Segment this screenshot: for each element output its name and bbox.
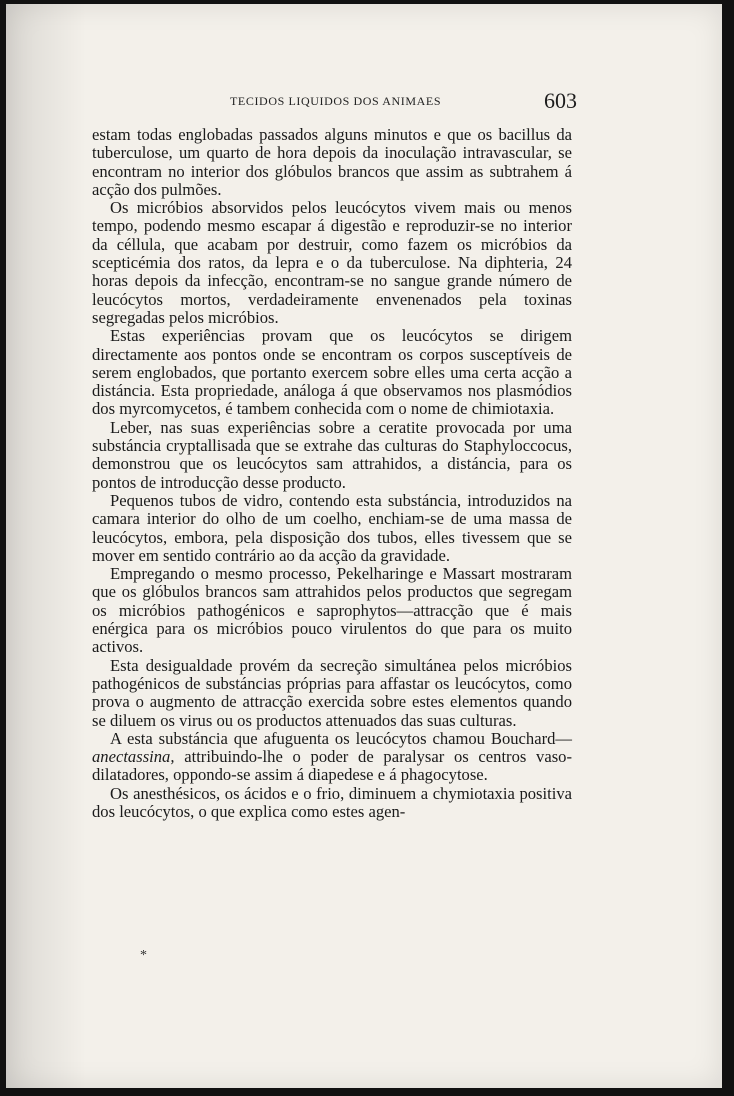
paragraph: estam todas englobadas passados alguns minutos e que os bacillus da tuberculose, um quarto de hora depois da inoculação intravascular, se encontram no interior dos glóbulos brancos que assim as subtrahem á acção dos pulmões.: [92, 125, 572, 199]
paragraph-text: A esta substáncia que afuguenta os leucócytos chamou Bouchard—: [110, 728, 572, 748]
paragraph: Empregando o mesmo processo, Pekelharinge e Massart mostraram que os glóbulos brancos sam attrahidos pelos productos que segregam os micróbios pathogénicos e saprophytos—attracção que é mais enérgica para os micróbios pouco virulentos do que para os muito activos.: [92, 564, 572, 657]
paragraph: [92, 730, 572, 785]
paragraph: Estas experiências provam que os leucócytos se dirigem directamente aos pontos onde se encontram os corpos susceptíveis de serem englobados, que portanto exercem sobre elles uma certa acção a distáncia. Esta propriedade, análoga á que observamos nos plasmódios dos myrcomycetos, é tambem conhecida com o nome de chimiotaxia.: [92, 326, 572, 419]
body-text: [92, 126, 572, 821]
page-number: 603: [544, 88, 577, 113]
paragraph-text: attribuindo-lhe o poder de paralysar os centros vaso-dilatadores, oppondo-se assim á diapedese e á phagocytose.: [92, 747, 572, 785]
paragraph: Os micróbios absorvidos pelos leucócytos vivem mais ou menos tempo, podendo mesmo escapar á digestão e reproduzir-se no interior da céllula, que acabam por destruir, como fazem os micróbios da scepticémia dos ratos, da lepra e o da tuberculose. Na diphteria, 24 horas depois da infecção, encontram-se no sangue grande número de leucócytos mortos, verdadeiramente envenenados pela toxinas segregadas pelos micróbios.: [92, 198, 572, 327]
book-page: [6, 4, 722, 1088]
paragraph: Esta desigualdade provém da secreção simultánea pelos micróbios pathogénicos de substáncias próprias para affastar os leucócytos, como prova o augmento de attracção exercida sobre estes elementos quando se diluem os virus ou os productos attenuados das suas culturas.: [92, 655, 572, 730]
paragraph: Leber, nas suas experiências sobre a ceratite provocada por uma substáncia cryptallisada que se extrahe das culturas do Staphyloccocus, demonstrou que os leucócytos sam attrahidos, a distáncia, para os pontos de introducção desse producto.: [92, 417, 572, 492]
signature-mark: *: [140, 948, 147, 963]
paragraph: Pequenos tubos de vidro, contendo esta substáncia, introduzidos na camara interior do olho de um coelho, enchiam-se de uma massa de leucócytos, embora, pela disposição dos tubos, elles tivessem que se mover em sentido contrário ao da acção da gravidade.: [92, 490, 572, 565]
running-title: TECIDOS LIQUIDOS DOS ANIMAES: [230, 94, 442, 108]
page-header: [6, 88, 722, 118]
paragraph: Os anesthésicos, os ácidos e o frio, diminuem a chymiotaxia positiva dos leucócytos, o que explica como estes agen-: [92, 783, 572, 821]
italic-term: anectassina,: [92, 747, 175, 767]
